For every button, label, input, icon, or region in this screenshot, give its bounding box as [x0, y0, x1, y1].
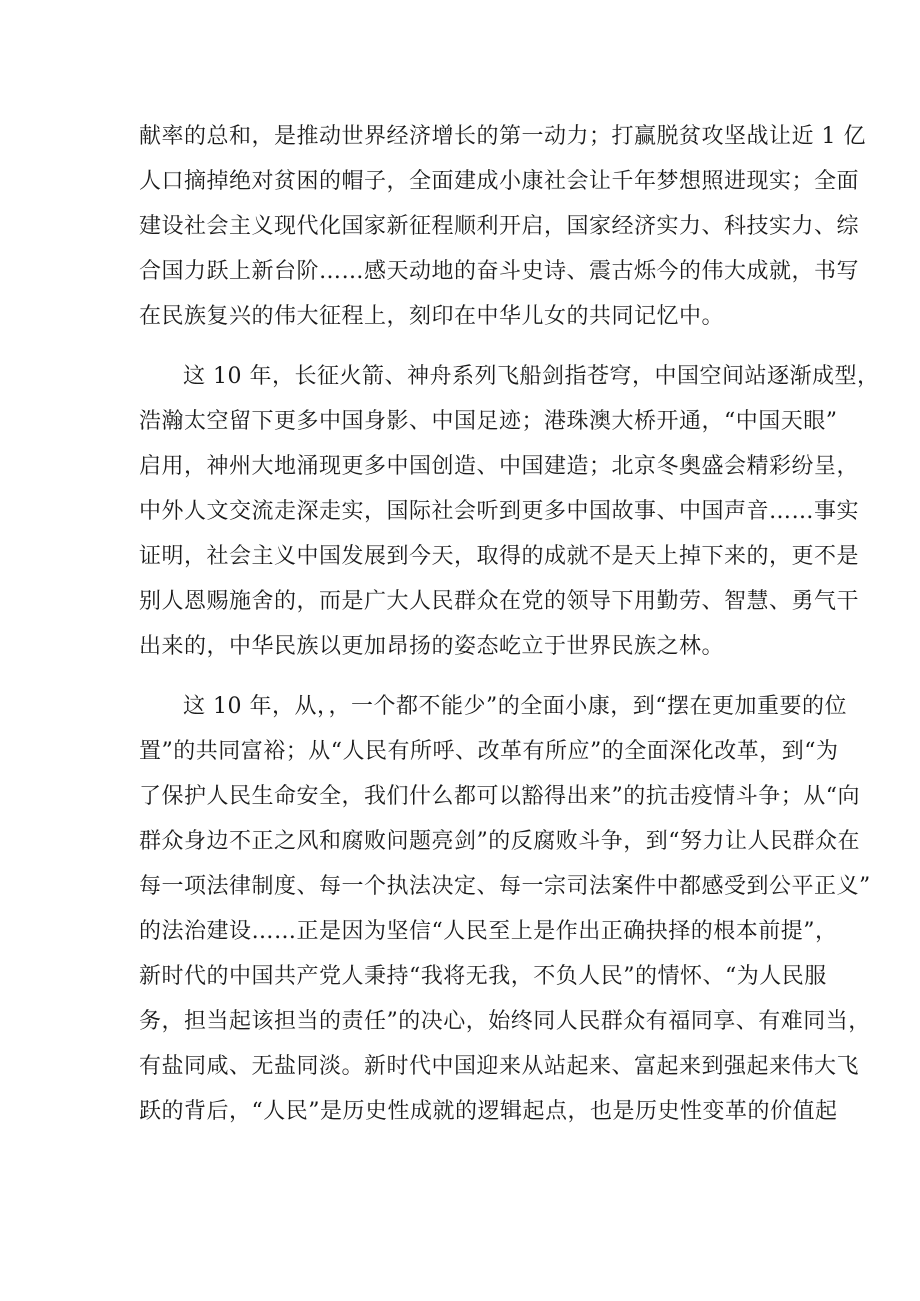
paragraph-1 — [139, 114, 866, 339]
text-line: 的法治建设……正是因为坚信“人民至上是作出正确抉择的根本前提”， — [139, 919, 838, 944]
text-line: 这 10 年，从，，一个都不能少”的全面小康，到“摆在更加重要的位 — [183, 694, 847, 719]
text-line: 启用，神州大地涌现更多中国创造、中国建造；北京冬奥盛会精彩纷呈， — [139, 454, 860, 479]
text-line: 每一项法律制度、每一个执法决定、每一宗司法案件中都感受到公平正义” — [139, 874, 871, 899]
paragraph-3 — [139, 684, 871, 1134]
text-line: 献率的总和，是推动世界经济增长的第一动力；打赢脱贫攻坚战让近 1 亿 — [139, 124, 866, 149]
text-line: 别人恩赐施舍的，而是广大人民群众在党的领导下用勤劳、智慧、勇气干 — [139, 589, 860, 614]
text-line: 出来的，中华民族以更加昂扬的姿态屹立于世界民族之林。 — [139, 634, 725, 659]
text-line: 群众身边不正之风和腐败问题亮剑”的反腐败斗争，到“努力让人民群众在 — [139, 829, 860, 854]
body-text — [139, 114, 880, 1149]
text-line: 浩瀚太空留下更多中国身影、中国足迹；港珠澳大桥开通，“中国天眼” — [139, 409, 838, 434]
text-line: 跃的背后，“人民”是历史性成就的逻辑起点，也是历史性变革的价值起 — [139, 1099, 838, 1124]
text-line: 合国力跃上新台阶……感天动地的奋斗史诗、震古烁今的伟大成就，书写 — [139, 259, 860, 284]
text-line: 建设社会主义现代化国家新征程顺利开启，国家经济实力、科技实力、综 — [139, 214, 860, 239]
text-line: 中外人文交流走深走实，国际社会听到更多中国故事、中国声音……事实 — [139, 499, 860, 524]
text-line: 置”的共同富裕；从“人民有所呼、改革有所应”的全面深化改革，到“为 — [139, 739, 839, 764]
text-line: 在民族复兴的伟大征程上，刻印在中华儿女的共同记忆中。 — [139, 304, 725, 329]
text-line: 了保护人民生命安全，我们什么都可以豁得出来”的抗击疫情斗争；从“向 — [139, 784, 860, 809]
paragraph-2 — [139, 354, 880, 669]
text-line: 人口摘掉绝对贫困的帽子，全面建成小康社会让千年梦想照进现实；全面 — [139, 169, 860, 194]
text-line: 务，担当起该担当的责任”的决心，始终同人民群众有福同享、有难同当， — [139, 1009, 871, 1034]
text-line: 这 10 年，长征火箭、神舟系列飞船剑指苍穹，中国空间站逐渐成型， — [183, 364, 880, 389]
text-line: 有盐同咸、无盐同淡。新时代中国迎来从站起来、富起来到强起来伟大飞 — [139, 1054, 860, 1079]
text-line: 证明，社会主义中国发展到今天，取得的成就不是天上掉下来的，更不是 — [139, 544, 860, 569]
text-line: 新时代的中国共产党人秉持“我将无我，不负人民”的情怀、“为人民服 — [139, 964, 827, 989]
